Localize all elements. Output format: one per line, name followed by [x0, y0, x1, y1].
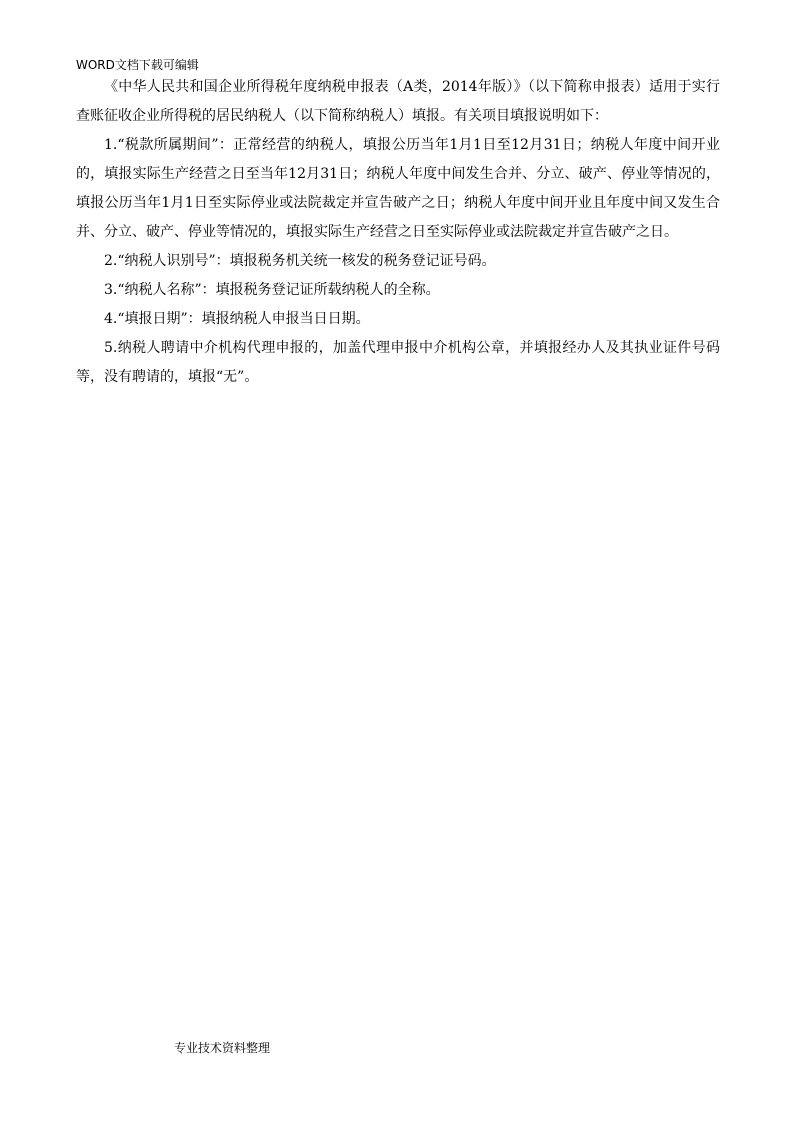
document-footer: 专业技术资料整理	[174, 1041, 271, 1055]
item-2-paragraph: 2.“纳税人识别号”：填报税务机关统一核发的税务登记证号码。	[104, 253, 496, 269]
item-1-paragraph: 1.“税款所属期间”：正常经营的纳税人，填报公历当年1月1日至12月31日；纳税人年度中间开业的，填报实际生产经营之日至当年12月31日；纳税人年度中间发生合并、分立、破产、停业等情况的，填报公历当年1月1日至实际停业或法院裁定并宣告破产之日；纳税人年度中间开业且年度中间又发生合并、分立、破产、停业等情况的，填报实际生产经营之日至实际停业或法院裁定并宣告破产之日。	[76, 137, 720, 240]
intro-paragraph: 《中华人民共和国企业所得税年度纳税申报表（A类，2014年版）》（以下简称申报表）适用于实行查账征收企业所得税的居民纳税人（以下简称纳税人）填报。有关项目填报说明如下：	[76, 79, 720, 124]
item-3-paragraph: 3.“纳税人名称”：填报税务登记证所载纳税人的全称。	[104, 282, 440, 298]
item-4-paragraph: 4.“填报日期”：填报纳税人申报当日日期。	[104, 311, 370, 327]
item-5-paragraph: 5.纳税人聘请中介机构代理申报的，加盖代理申报中介机构公章，并填报经办人及其执业证件号码等，没有聘请的，填报“无”。	[76, 340, 720, 385]
document-header: WORD文档下载可编辑	[76, 58, 199, 72]
document-body	[76, 73, 720, 392]
